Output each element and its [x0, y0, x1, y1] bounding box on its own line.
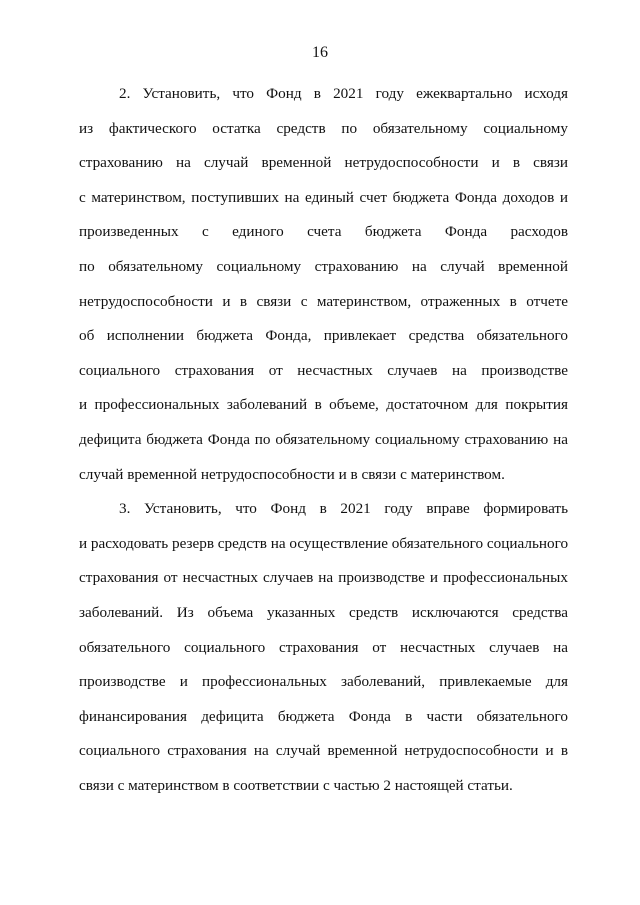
- text-line: социального страхования на случай временной нетрудоспособности и в: [79, 742, 568, 760]
- text-line: страхования от несчастных случаев на производстве и профессиональных: [79, 569, 568, 587]
- text-line: дефицита бюджета Фонда по обязательному социальному страхованию на: [79, 430, 568, 448]
- text-line: 3. Установить, что Фонд в 2021 году вправе формировать: [119, 500, 568, 518]
- text-line: случай временной нетрудоспособности и в связи с материнством.: [79, 465, 505, 483]
- paragraph-3: [79, 492, 568, 803]
- text-line: обязательного социального страхования от несчастных случаев на: [79, 638, 568, 656]
- paragraph-2: [79, 77, 568, 492]
- text-line: социального страхования от несчастных случаев на производстве: [79, 361, 568, 379]
- text-line: страхованию на случай временной нетрудоспособности и в связи: [79, 154, 568, 172]
- text-line: нетрудоспособности и в связи с материнством, отраженных в отчете: [79, 292, 568, 310]
- document-body: [79, 77, 568, 803]
- text-line: производстве и профессиональных заболеваний, привлекаемые для: [79, 673, 568, 691]
- text-line: с материнством, поступивших на единый счет бюджета Фонда доходов и: [79, 188, 568, 206]
- text-line: и профессиональных заболеваний в объеме, достаточном для покрытия: [79, 396, 568, 414]
- text-line: 2. Установить, что Фонд в 2021 году ежеквартально исходя: [119, 85, 568, 102]
- text-line: связи с материнством в соответствии с частью 2 настоящей статьи.: [79, 776, 513, 794]
- text-line: финансирования дефицита бюджета Фонда в части обязательного: [79, 707, 568, 725]
- text-line: из фактического остатка средств по обязательному социальному: [79, 119, 568, 137]
- text-line: и расходовать резерв средств на осуществление обязательного социального: [79, 534, 568, 552]
- text-line: об исполнении бюджета Фонда, привлекает средства обязательного: [79, 327, 568, 345]
- text-line: заболеваний. Из объема указанных средств исключаются средства: [79, 603, 568, 621]
- text-line: произведенных с единого счета бюджета Фонда расходов: [79, 223, 568, 241]
- text-line: по обязательному социальному страхованию на случай временной: [79, 257, 568, 275]
- page-number: 16: [312, 44, 328, 61]
